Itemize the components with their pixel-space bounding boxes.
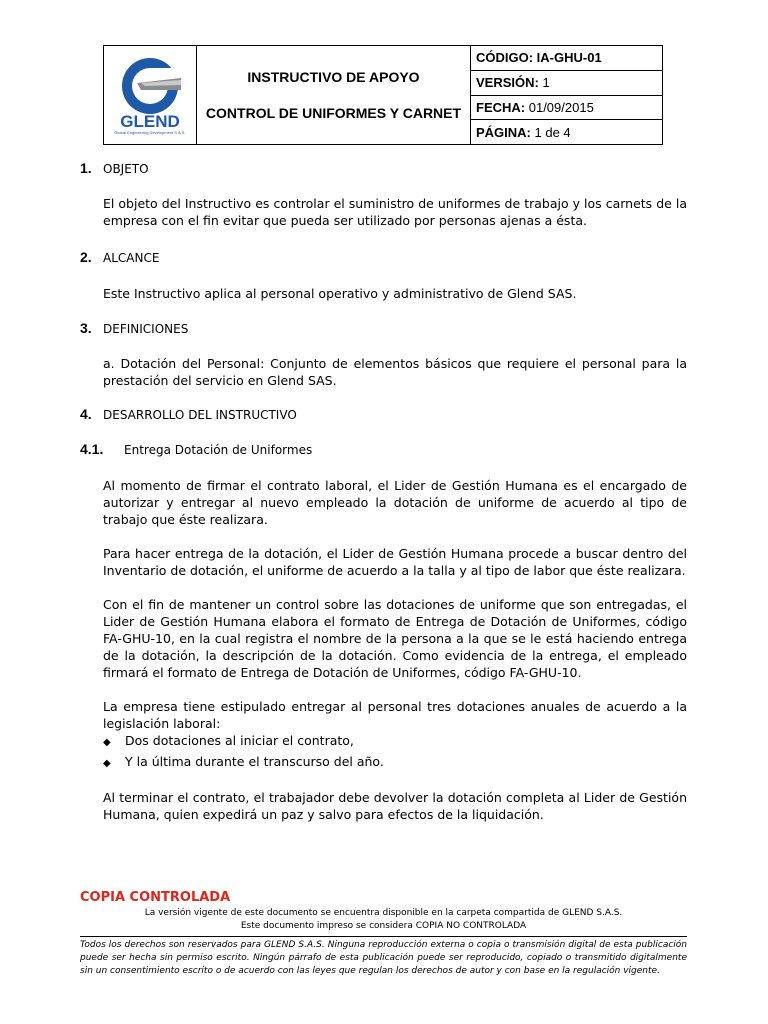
section-number: 2.: [80, 249, 92, 265]
logo-subtext: Global Engineering Development S.A.S.: [114, 129, 186, 135]
version-label: VERSIÓN:: [476, 75, 539, 91]
section-number: 3.: [80, 320, 92, 336]
document-body: [80, 160, 687, 823]
pagina-value: 1 de 4: [534, 124, 571, 140]
section-desarrollo-heading: [80, 406, 687, 424]
list-item-text: Dos dotaciones al iniciar el contrato,: [125, 733, 354, 748]
codigo-cell: [471, 46, 663, 71]
document-title-line2: CONTROL DE UNIFORMES Y CARNET: [205, 105, 462, 121]
fecha-cell: [471, 95, 663, 120]
entrega-paragraph-3: Con el fin de mantener un control sobre las dotaciones de uniforme que son entregadas, el Lider de Gestión Humana elabora el formato de Entrega de Dotación de Uniformes, código FA-GHU-10, en la cual registra el nombre de la persona a la que se le está haciendo entrega de la dotación, la descripción de la dotación. Como evidencia de la entrega, el empleado firmará el formato de Entrega de Dotación de Uniformes, código FA-GHU-10.: [103, 597, 687, 680]
section-title: DESARROLLO DEL INSTRUCTIVO: [103, 408, 297, 422]
definiciones-paragraph: a. Dotación del Personal: Conjunto de elementos básicos que requiere el personal para la prestación del servicio en Glend SAS.: [103, 356, 687, 388]
dotaciones-list: [103, 732, 687, 774]
glend-logo: [107, 50, 193, 136]
section-definiciones-heading: [80, 320, 687, 338]
list-item: [103, 753, 687, 774]
alcance-paragraph: Este Instructivo aplica al personal operativo y administrativo de Glend SAS.: [103, 286, 577, 301]
footer-divider: [80, 936, 687, 937]
section-number: 4.1.: [80, 441, 104, 457]
section-number: 1.: [80, 160, 92, 176]
pagina-cell: [471, 120, 663, 145]
entrega-paragraph-2: Para hacer entrega de la dotación, el Lider de Gestión Humana procede a buscar dentro del Inventario de dotación, el uniforme de acuerdo a la talla y al tipo de labor que éste realizara.: [103, 546, 687, 578]
section-title: OBJETO: [103, 162, 149, 176]
fecha-value: 01/09/2015: [528, 99, 594, 115]
list-item: [103, 732, 687, 753]
version-cell: [471, 70, 663, 95]
section-objeto-heading: [80, 160, 687, 178]
document-title-cell: [197, 46, 471, 145]
section-title: DEFINICIONES: [103, 322, 189, 336]
objeto-paragraph: El objeto del Instructivo es controlar el suministro de uniformes de trabajo y los carnets de la empresa con el fin evitar que pueda ser utilizado por personas ajenas a ésta.: [103, 196, 687, 228]
copia-controlada-label: COPIA CONTROLADA: [80, 890, 231, 905]
codigo-label: CÓDIGO: IA-GHU-01: [476, 50, 602, 66]
entrega-paragraph-1: Al momento de firmar el contrato laboral, el Lider de Gestión Humana es el encargado de autorizar y entregar al nuevo empleado la dotación de uniforme de acuerdo al tipo de trabajo que éste realizara.: [103, 478, 687, 527]
section-alcance-heading: [80, 249, 687, 267]
footer-version-note: La versión vigente de este documento se encuentra disponible en la carpeta compartida de GLEND S.A.S.: [144, 908, 623, 918]
section-entrega-heading: [80, 441, 687, 459]
document-title-line1: INSTRUCTIVO DE APOYO: [247, 69, 420, 85]
footer-printed-note: Este documento impreso se considera COPIA NO CONTROLADA: [240, 921, 527, 931]
logo-wordmark: GLEND: [120, 111, 180, 131]
version-value: 1: [542, 75, 550, 91]
bullet-diamond-icon: ◆: [103, 737, 111, 748]
pagina-label: PÁGINA:: [476, 124, 531, 140]
entrega-paragraph-5: Al terminar el contrato, el trabajador debe devolver la dotación completa al Lider de Gestión Humana, quien expedirá un paz y salvo para efectos de la liquidación.: [103, 790, 687, 822]
section-title: Entrega Dotación de Uniformes: [124, 443, 313, 457]
list-item-text: Y la última durante el transcurso del año.: [125, 754, 384, 769]
section-number: 4.: [80, 406, 92, 422]
logo-cell: [104, 46, 197, 145]
section-title: ALCANCE: [103, 251, 160, 265]
document-header-table: [103, 45, 663, 145]
bullet-diamond-icon: ◆: [103, 758, 111, 769]
footer-legal-notice: Todos los derechos son reservados para GLEND S.A.S. Ninguna reproducción externa o copia o transmisión digital de esta publicación puede ser hecha sin permiso escrito. Ningún párrafo de esta publicación puede ser reproducido, copiado o transmitido digitalmente sin un consentimiento escrito o de acuerdo con las leyes que regulan los derechos de autor y con base en la regulación vigente.: [80, 940, 687, 976]
entrega-paragraph-4: La empresa tiene estipulado entregar al personal tres dotaciones anuales de acuerdo a la legislación laboral:: [103, 699, 687, 731]
fecha-label: FECHA:: [476, 99, 526, 115]
